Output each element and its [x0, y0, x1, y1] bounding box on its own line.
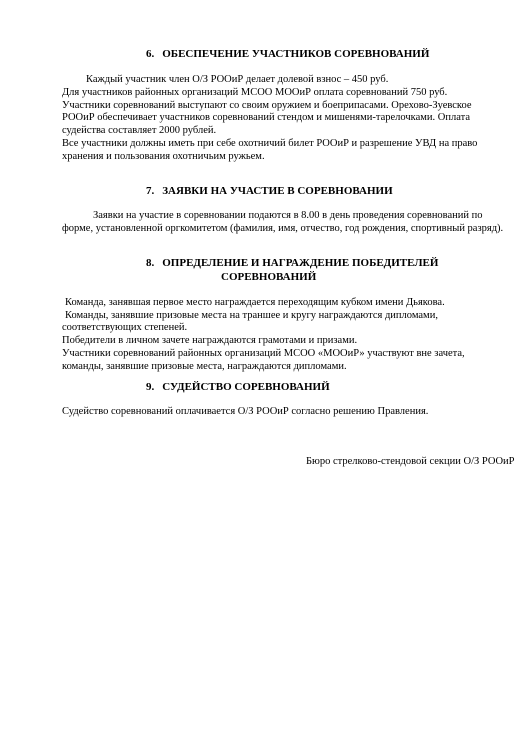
section-6-line-3: Участники соревнований выступают со своим оружием и боеприпасами. Орехово-Зуевское: [62, 100, 472, 111]
section-6-line-2: Для участников районных организаций МСОО МООиР оплата соревнований 750 руб.: [62, 87, 448, 98]
section-6-line-5: судейства составляет 2000 рублей.: [62, 125, 217, 136]
section-8-line-4: Победители в личном зачете награждаются грамотами и призами.: [62, 335, 358, 346]
section-7-number: 7.: [146, 185, 155, 197]
section-7-line-2: форме, установленной оргкомитетом (фамилия, имя, отчество, год рождения, спортивный разряд).: [62, 223, 504, 234]
section-8-number: 8.: [146, 257, 155, 269]
section-6-title: ОБЕСПЕЧЕНИЕ УЧАСТНИКОВ СОРЕВНОВАНИЙ: [162, 48, 430, 60]
section-8-heading-line-2: СОРЕВНОВАНИЙ: [221, 271, 317, 283]
section-8-title: ОПРЕДЕЛЕНИЕ И НАГРАЖДЕНИЕ ПОБЕДИТЕЛЕЙ: [162, 257, 439, 269]
section-9-title: СУДЕЙСТВО СОРЕВНОВАНИЙ: [162, 381, 330, 393]
section-6-line-7: хранения и пользования охотничьим ружьем.: [62, 151, 265, 162]
section-8-heading: [146, 256, 438, 270]
section-8-line-3: соответствующих степеней.: [62, 322, 188, 333]
section-6-number: 6.: [146, 48, 155, 60]
section-6-line-6: Все участники должны иметь при себе охотничий билет РООиР и разрешение УВД на право: [62, 138, 478, 149]
section-6-heading: [146, 47, 429, 61]
section-6-line-1: Каждый участник член О/З РООиР делает долевой взнос – 450 руб.: [86, 74, 389, 85]
section-7-heading: [146, 184, 393, 198]
signature: Бюро стрелково-стендовой секции О/З РООиР: [306, 456, 515, 467]
section-9-heading: [146, 380, 330, 394]
section-6-line-4: РООиР обеспечивает участников соревнований стендом и мишенями-тарелочками. Оплата: [62, 112, 470, 123]
section-8-line-6: команды, занявшие призовые места, награждаются дипломами.: [62, 361, 347, 372]
section-8-line-2: Команды, занявшие призовые места на траншее и кругу награждаются дипломами,: [65, 310, 438, 321]
section-9-number: 9.: [146, 381, 155, 393]
section-7-title: ЗАЯВКИ НА УЧАСТИЕ В СОРЕВНОВАНИИ: [162, 185, 393, 197]
section-9-line-1: Судейство соревнований оплачивается О/З РООиР согласно решению Правления.: [62, 406, 429, 417]
section-7-line-1: Заявки на участие в соревновании подаются в 8.00 в день проведения соревнований по: [93, 210, 483, 221]
section-8-line-1: Команда, занявшая первое место награждается переходящим кубком имени Дьякова.: [65, 297, 445, 308]
section-8-line-5: Участники соревнований районных организаций МСОО «МООиР» участвуют вне зачета,: [62, 348, 465, 359]
